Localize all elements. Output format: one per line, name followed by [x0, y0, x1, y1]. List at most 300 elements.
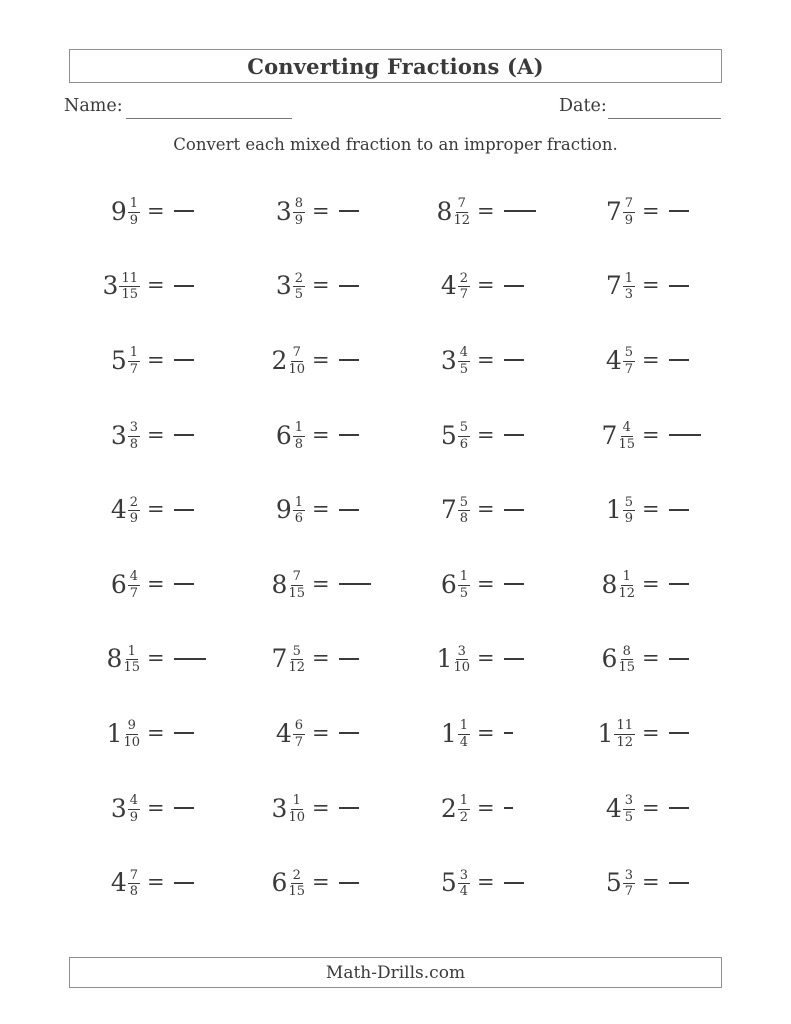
equals-sign: = [477, 870, 495, 895]
problem [565, 472, 730, 547]
equals-sign: = [312, 497, 330, 522]
equals-sign: = [312, 422, 330, 447]
problem [70, 323, 235, 398]
whole-number: 7 [605, 271, 622, 301]
equals-sign: = [147, 720, 165, 745]
fraction [618, 570, 635, 600]
fraction [293, 272, 305, 302]
fraction [614, 719, 635, 749]
fraction [458, 570, 470, 600]
numerator: 5 [459, 494, 468, 510]
fraction [453, 645, 470, 675]
equals-sign: = [477, 198, 495, 223]
problem [70, 696, 235, 771]
mixed-number [565, 495, 635, 525]
fraction [623, 197, 635, 227]
answer-blank-line [669, 434, 701, 436]
worksheet-title: Converting Fractions (A) [247, 53, 544, 79]
numerator: 5 [624, 494, 633, 510]
equals-sign: = [147, 870, 165, 895]
answer-blank-line [669, 359, 689, 361]
whole-number: 2 [271, 345, 288, 375]
mixed-number [400, 196, 470, 226]
mixed-number [565, 271, 635, 301]
mixed-number [565, 868, 635, 898]
problem [400, 398, 565, 473]
numerator: 3 [624, 867, 633, 883]
equals-sign: = [147, 646, 165, 671]
whole-number: 7 [440, 495, 457, 525]
numerator: 1 [294, 419, 303, 435]
mixed-number [235, 495, 305, 525]
numerator: 1 [459, 718, 468, 734]
answer-blank-line [339, 807, 359, 809]
equals-sign: = [312, 198, 330, 223]
equals-sign: = [642, 646, 660, 671]
fraction [293, 197, 305, 227]
numerator: 3 [624, 792, 633, 808]
denominator: 15 [618, 660, 635, 676]
fraction [458, 719, 470, 749]
numerator: 1 [129, 196, 138, 212]
denominator: 12 [453, 212, 470, 228]
answer-blank-line [339, 882, 359, 884]
mixed-number [400, 420, 470, 450]
denominator: 5 [294, 287, 303, 303]
fraction [128, 346, 140, 376]
equals-sign: = [642, 273, 660, 298]
answer-blank-line [174, 434, 194, 436]
denominator: 12 [616, 734, 633, 750]
problem [565, 174, 730, 249]
fraction [458, 421, 470, 451]
equals-sign: = [642, 870, 660, 895]
answer-blank-line [174, 807, 194, 809]
numerator: 9 [127, 718, 136, 734]
mixed-number [565, 345, 635, 375]
fraction [288, 346, 305, 376]
fraction [128, 570, 140, 600]
denominator: 5 [459, 361, 468, 377]
numerator: 3 [459, 867, 468, 883]
denominator: 10 [288, 809, 305, 825]
fraction [618, 421, 635, 451]
denominator: 5 [624, 809, 633, 825]
mixed-number [235, 569, 305, 599]
equals-sign: = [642, 422, 660, 447]
answer-blank-line [504, 658, 524, 660]
numerator: 3 [457, 643, 466, 659]
mixed-number [400, 718, 470, 748]
numerator: 5 [624, 345, 633, 361]
mixed-number [235, 345, 305, 375]
problem [235, 547, 400, 622]
whole-number: 8 [601, 569, 618, 599]
answer-blank-line [174, 583, 194, 585]
problem [235, 696, 400, 771]
answer-blank-line [669, 509, 689, 511]
mixed-number [235, 420, 305, 450]
answer-blank-line [504, 732, 513, 734]
equals-sign: = [477, 571, 495, 596]
numerator: 2 [292, 867, 301, 883]
equals-sign: = [477, 720, 495, 745]
mixed-number [565, 196, 635, 226]
denominator: 2 [459, 809, 468, 825]
mixed-number [235, 868, 305, 898]
answer-blank-line [174, 882, 194, 884]
problem [70, 174, 235, 249]
numerator: 1 [127, 643, 136, 659]
problem [70, 771, 235, 846]
problem [565, 622, 730, 697]
denominator: 15 [123, 660, 140, 676]
equals-sign: = [642, 198, 660, 223]
problem [235, 845, 400, 920]
numerator: 7 [457, 196, 466, 212]
equals-sign: = [147, 347, 165, 372]
equals-sign: = [147, 497, 165, 522]
mixed-number [565, 420, 635, 450]
fraction [288, 869, 305, 899]
whole-number: 3 [110, 793, 127, 823]
numerator: 6 [294, 718, 303, 734]
whole-number: 8 [106, 644, 123, 674]
answer-blank-line [339, 583, 371, 585]
mixed-number [400, 495, 470, 525]
whole-number: 4 [275, 718, 292, 748]
equals-sign: = [477, 273, 495, 298]
whole-number: 1 [605, 495, 622, 525]
whole-number: 7 [271, 644, 288, 674]
equals-sign: = [147, 198, 165, 223]
problem [235, 323, 400, 398]
whole-number: 8 [436, 196, 453, 226]
numerator: 1 [292, 792, 301, 808]
denominator: 9 [129, 511, 138, 527]
equals-sign: = [642, 347, 660, 372]
mixed-number [565, 718, 635, 748]
answer-blank-line [504, 434, 524, 436]
denominator: 10 [288, 361, 305, 377]
problem [565, 323, 730, 398]
numerator: 4 [129, 569, 138, 585]
whole-number: 3 [275, 196, 292, 226]
denominator: 9 [294, 212, 303, 228]
equals-sign: = [147, 571, 165, 596]
numerator: 8 [622, 643, 631, 659]
problem [400, 472, 565, 547]
fraction [453, 197, 470, 227]
mixed-number [235, 718, 305, 748]
answer-blank-line [339, 658, 359, 660]
equals-sign: = [642, 720, 660, 745]
footer-site-name: Math-Drills.com [325, 962, 466, 983]
numerator: 7 [292, 569, 301, 585]
problem [565, 845, 730, 920]
whole-number: 5 [440, 420, 457, 450]
whole-number: 4 [605, 345, 622, 375]
problem [70, 622, 235, 697]
numerator: 4 [622, 419, 631, 435]
answer-blank-line [174, 509, 194, 511]
denominator: 9 [129, 212, 138, 228]
answer-blank-line [339, 434, 359, 436]
whole-number: 9 [275, 495, 292, 525]
denominator: 4 [459, 734, 468, 750]
problem [235, 622, 400, 697]
problem [235, 398, 400, 473]
denominator: 4 [459, 884, 468, 900]
mixed-number [70, 345, 140, 375]
whole-number: 3 [271, 793, 288, 823]
denominator: 7 [129, 361, 138, 377]
denominator: 15 [288, 585, 305, 601]
fraction [458, 869, 470, 899]
problem [565, 771, 730, 846]
equals-sign: = [642, 795, 660, 820]
whole-number: 3 [440, 345, 457, 375]
problem [70, 472, 235, 547]
denominator: 5 [459, 585, 468, 601]
problem [565, 547, 730, 622]
mixed-number [70, 793, 140, 823]
answer-blank-line [174, 359, 194, 361]
answer-blank-line [339, 509, 359, 511]
answer-blank-line [669, 583, 689, 585]
instruction-text: Convert each mixed fraction to an improper fraction. [173, 135, 618, 154]
denominator: 7 [624, 361, 633, 377]
fraction [123, 645, 140, 675]
fraction [119, 272, 140, 302]
whole-number: 5 [110, 345, 127, 375]
equals-sign: = [312, 720, 330, 745]
fraction [293, 496, 305, 526]
denominator: 7 [459, 287, 468, 303]
numerator: 1 [459, 569, 468, 585]
numerator: 5 [459, 419, 468, 435]
problems-grid [70, 174, 730, 920]
problem [400, 174, 565, 249]
numerator: 11 [616, 718, 633, 734]
whole-number: 5 [605, 868, 622, 898]
whole-number: 3 [110, 420, 127, 450]
fraction [128, 496, 140, 526]
title-box [69, 49, 722, 83]
problem [235, 472, 400, 547]
whole-number: 4 [110, 868, 127, 898]
problem [400, 249, 565, 324]
equals-sign: = [312, 795, 330, 820]
problem [235, 771, 400, 846]
answer-blank-line [174, 285, 194, 287]
problem [565, 398, 730, 473]
whole-number: 3 [102, 271, 119, 301]
answer-blank-line [504, 210, 536, 212]
whole-number: 2 [440, 793, 457, 823]
answer-blank-line [504, 882, 524, 884]
whole-number: 1 [436, 644, 453, 674]
problem [400, 696, 565, 771]
equals-sign: = [147, 422, 165, 447]
mixed-number [70, 868, 140, 898]
whole-number: 8 [271, 569, 288, 599]
denominator: 8 [294, 436, 303, 452]
equals-sign: = [312, 870, 330, 895]
numerator: 3 [129, 419, 138, 435]
mixed-number [70, 569, 140, 599]
whole-number: 6 [271, 868, 288, 898]
answer-blank-line [339, 359, 359, 361]
mixed-number [400, 644, 470, 674]
mixed-number [400, 569, 470, 599]
denominator: 10 [123, 734, 140, 750]
problem [400, 547, 565, 622]
denominator: 15 [121, 287, 138, 303]
answer-blank-line [504, 285, 524, 287]
problem [70, 845, 235, 920]
whole-number: 1 [597, 718, 614, 748]
problem [400, 323, 565, 398]
answer-blank-line [174, 732, 194, 734]
answer-blank-line [504, 359, 524, 361]
mixed-number [235, 271, 305, 301]
equals-sign: = [312, 273, 330, 298]
mixed-number [70, 196, 140, 226]
mixed-number [70, 495, 140, 525]
fraction [623, 272, 635, 302]
mixed-number [400, 793, 470, 823]
fraction [623, 869, 635, 899]
mixed-number [70, 420, 140, 450]
problem [400, 622, 565, 697]
denominator: 8 [129, 884, 138, 900]
numerator: 1 [129, 345, 138, 361]
numerator: 2 [129, 494, 138, 510]
answer-blank-line [669, 732, 689, 734]
numerator: 5 [292, 643, 301, 659]
mixed-number [70, 271, 140, 301]
fraction [618, 645, 635, 675]
whole-number: 7 [601, 420, 618, 450]
mixed-number [565, 569, 635, 599]
numerator: 7 [292, 345, 301, 361]
whole-number: 5 [440, 868, 457, 898]
denominator: 9 [624, 212, 633, 228]
date-blank-line [608, 118, 721, 119]
numerator: 1 [459, 792, 468, 808]
whole-number: 4 [605, 793, 622, 823]
denominator: 8 [129, 436, 138, 452]
denominator: 7 [129, 585, 138, 601]
problem [235, 174, 400, 249]
denominator: 12 [618, 585, 635, 601]
numerator: 1 [624, 270, 633, 286]
equals-sign: = [477, 347, 495, 372]
fraction [458, 794, 470, 824]
fraction [458, 346, 470, 376]
denominator: 7 [294, 734, 303, 750]
numerator: 2 [294, 270, 303, 286]
mixed-number [565, 793, 635, 823]
problem [565, 249, 730, 324]
whole-number: 1 [106, 718, 123, 748]
fraction [293, 719, 305, 749]
mixed-number [400, 345, 470, 375]
denominator: 8 [459, 511, 468, 527]
denominator: 12 [288, 660, 305, 676]
denominator: 7 [624, 884, 633, 900]
fraction [623, 794, 635, 824]
answer-blank-line [504, 807, 513, 809]
equals-sign: = [147, 273, 165, 298]
name-label: Name: [64, 96, 123, 116]
fraction [288, 570, 305, 600]
problem [70, 249, 235, 324]
answer-blank-line [669, 882, 689, 884]
problem [400, 771, 565, 846]
fraction [128, 794, 140, 824]
equals-sign: = [312, 571, 330, 596]
fraction [288, 645, 305, 675]
whole-number: 6 [601, 644, 618, 674]
equals-sign: = [642, 571, 660, 596]
whole-number: 1 [440, 718, 457, 748]
mixed-number [235, 196, 305, 226]
fraction [123, 719, 140, 749]
fraction [458, 272, 470, 302]
equals-sign: = [477, 795, 495, 820]
fraction [128, 421, 140, 451]
mixed-number [235, 793, 305, 823]
numerator: 2 [459, 270, 468, 286]
answer-blank-line [669, 658, 689, 660]
answer-blank-line [504, 583, 524, 585]
numerator: 4 [129, 792, 138, 808]
mixed-number [400, 868, 470, 898]
whole-number: 7 [605, 196, 622, 226]
numerator: 7 [129, 867, 138, 883]
equals-sign: = [147, 795, 165, 820]
problem [565, 696, 730, 771]
date-label: Date: [559, 96, 607, 116]
denominator: 10 [453, 660, 470, 676]
equals-sign: = [312, 347, 330, 372]
equals-sign: = [642, 497, 660, 522]
equals-sign: = [312, 646, 330, 671]
numerator: 1 [622, 569, 631, 585]
mixed-number [70, 718, 140, 748]
problem [70, 547, 235, 622]
denominator: 6 [294, 511, 303, 527]
equals-sign: = [477, 422, 495, 447]
mixed-number [235, 644, 305, 674]
name-blank-line [126, 118, 292, 119]
whole-number: 4 [110, 495, 127, 525]
problem [235, 249, 400, 324]
numerator: 4 [459, 345, 468, 361]
fraction [128, 869, 140, 899]
answer-blank-line [339, 732, 359, 734]
denominator: 6 [459, 436, 468, 452]
mixed-number [70, 644, 140, 674]
equals-sign: = [477, 497, 495, 522]
answer-blank-line [174, 658, 206, 660]
whole-number: 6 [440, 569, 457, 599]
denominator: 9 [129, 809, 138, 825]
denominator: 9 [624, 511, 633, 527]
numerator: 11 [121, 270, 138, 286]
